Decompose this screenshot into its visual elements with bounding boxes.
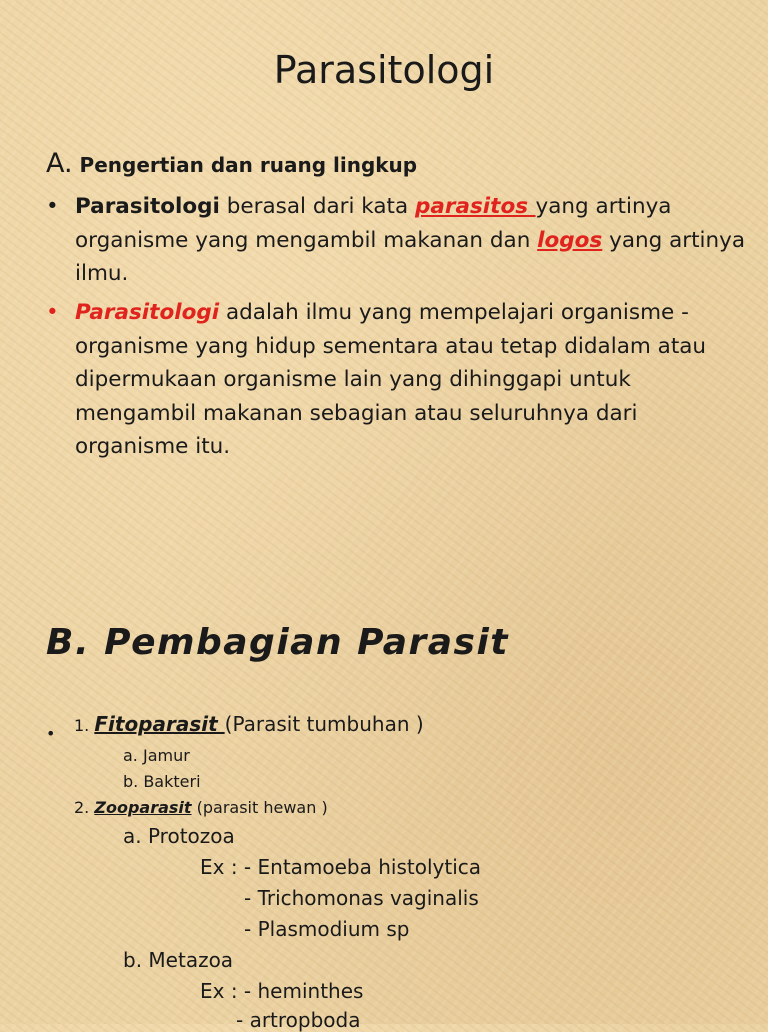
term-logos: logos <box>537 227 603 253</box>
term-zooparasit: Zooparasit <box>94 798 192 817</box>
item-1-number: 1. <box>74 716 95 735</box>
example-entamoeba: Ex : - Entamoeba histolytica <box>200 855 482 879</box>
section-a-heading <box>46 148 417 179</box>
p2-text: adalah ilmu yang mempelajari organisme - organisme yang hidup sementara atau tetap didalam atau dipermukaan organisme lain yang dihinggapi untuk mengambil makanan sebagian atau seluruhnya dari organisme itu. <box>75 300 707 459</box>
p1-text-2: yang artinya organisme yang mengambil makanan dan <box>75 194 672 253</box>
section-a-title: Pengertian dan ruang lingkup <box>72 153 418 177</box>
bullet-dot-red: • <box>46 300 59 325</box>
example-plasmodium: - Plasmodium sp <box>244 917 410 941</box>
sub-protozoa: a. Protozoa <box>123 824 235 848</box>
sub-metazoa: b. Metazoa <box>123 948 234 972</box>
meaning-paragraph <box>46 296 746 464</box>
term-parasitologi: Parasitologi <box>75 194 220 219</box>
item-zooparasit <box>74 798 328 817</box>
bullet-dot-small: • <box>46 724 56 743</box>
section-a-letter: A. <box>46 148 73 179</box>
term-fitoparasit: Fitoparasit <box>94 712 225 736</box>
p1-text-1: berasal dari kata <box>219 194 415 219</box>
example-artropoda: - artropboda <box>236 1008 361 1032</box>
slide-title: Parasitologi <box>273 48 495 92</box>
term-parasitos: parasitos <box>415 194 536 219</box>
item-2-desc: (parasit hewan ) <box>191 798 328 817</box>
p1-text-3: yang artinya ilmu. <box>75 227 746 286</box>
example-trichomonas: - Trichomonas vaginalis <box>244 886 479 910</box>
section-b-heading: B. Pembagian Parasit <box>46 622 510 663</box>
item-1-desc: (Parasit tumbuhan ) <box>224 712 424 736</box>
item-fitoparasit <box>74 712 424 736</box>
bullet-dot: • <box>46 194 59 219</box>
item-2-number: 2. <box>74 798 95 817</box>
definition-paragraph <box>46 190 746 291</box>
sub-jamur: a. Jamur <box>123 746 190 765</box>
term-parasitologi-red: Parasitologi <box>75 300 220 325</box>
example-heminthes: Ex : - heminthes <box>200 979 364 1003</box>
sub-bakteri: b. Bakteri <box>123 772 201 791</box>
